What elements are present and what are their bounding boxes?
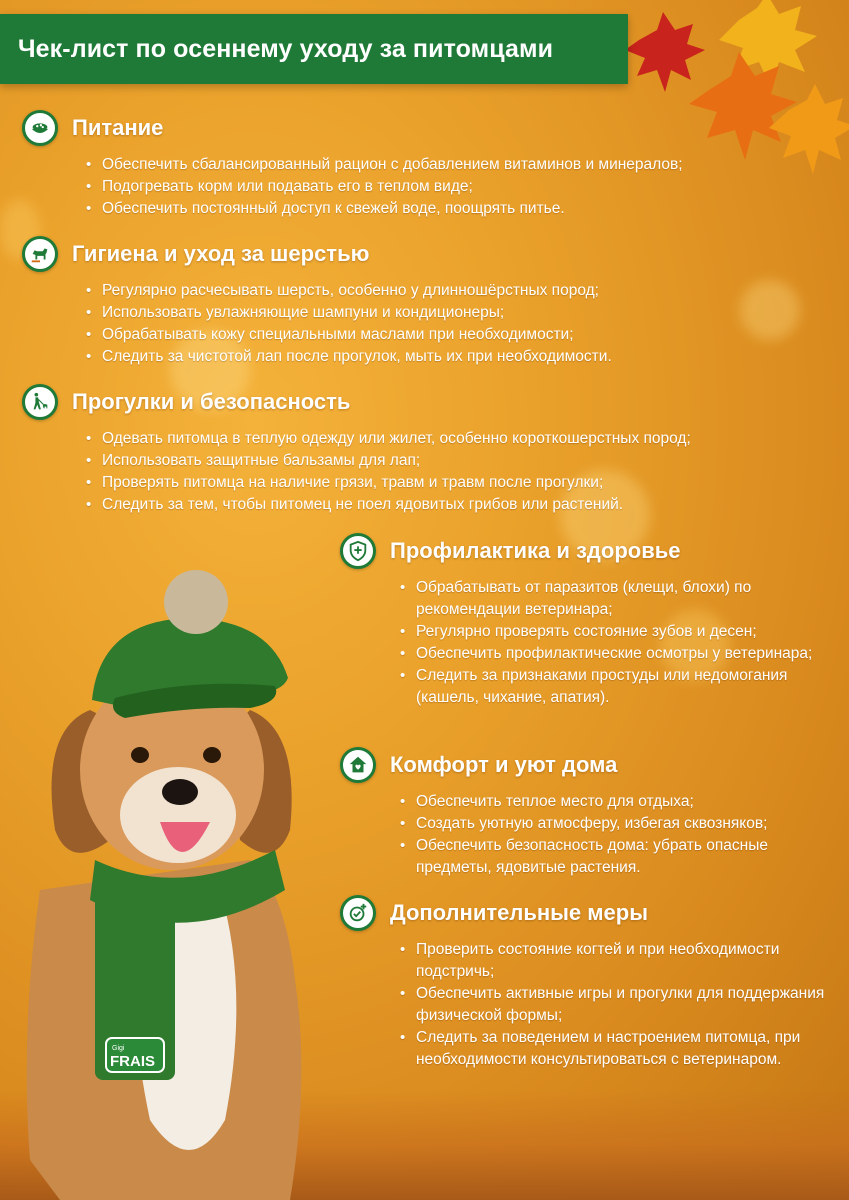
section-header	[340, 531, 840, 571]
section-header	[22, 234, 802, 274]
maple-leaf-icon	[625, 12, 705, 92]
section-header	[22, 382, 812, 422]
list-item: • Обеспечить безопасность дома: убрать опасные предметы, ядовитые растения.	[398, 835, 830, 879]
list-item: • Использовать защитные бальзамы для лап;	[84, 450, 812, 472]
list-item: • Следить за чистотой лап после прогулок, мыть их при необходимости.	[84, 346, 802, 368]
section-title: Прогулки и безопасность	[72, 389, 351, 414]
page-title: Чек-лист по осеннему уходу за питомцами	[18, 34, 554, 63]
list-item: • Регулярно расчесывать шерсть, особенно у длинношёрстных пород;	[84, 280, 802, 302]
dog-grooming-icon	[22, 236, 58, 272]
dog-eye-left	[131, 747, 149, 763]
list-item: • Создать уютную атмосферу, избегая сквозняков;	[398, 813, 830, 835]
list-item: • Обеспечить профилактические осмотры у ветеринара;	[398, 643, 830, 665]
list-item: • Следить за тем, чтобы питомец не поел ядовитых грибов или растений.	[84, 494, 812, 516]
dog-walking-icon	[22, 384, 58, 420]
section-prevention	[340, 531, 840, 709]
list-item: • Обрабатывать кожу специальными маслами при необходимости;	[84, 324, 802, 346]
checklist	[398, 939, 830, 1071]
checklist	[84, 428, 812, 516]
list-item: • Обеспечить активные игры и прогулки для поддержания физической формы;	[398, 983, 830, 1027]
checklist	[84, 280, 802, 368]
list-item: • Следить за поведением и настроением питомца, при необходимости консультироваться с ветеринаром.	[398, 1027, 830, 1071]
checklist	[398, 791, 830, 879]
section-comfort	[340, 745, 840, 879]
section-title: Дополнительные меры	[390, 900, 649, 925]
brand-name: FRAIS	[110, 1053, 155, 1070]
home-heart-icon	[340, 747, 376, 783]
shield-cross-icon	[340, 533, 376, 569]
list-item: • Проверять питомца на наличие грязи, травм и травм после прогулки;	[84, 472, 812, 494]
header-banner	[0, 14, 628, 84]
section-header	[340, 745, 840, 785]
list-item: • Регулярно проверять состояние зубов и десен;	[398, 621, 830, 643]
brand-small: Gigi	[112, 1045, 125, 1052]
dog-in-hat-scarf-illustration	[0, 560, 330, 1200]
check-plus-icon	[340, 895, 376, 931]
dog-nose	[162, 779, 198, 805]
list-item: • Использовать увлажняющие шампуни и кондиционеры;	[84, 302, 802, 324]
section-title: Гигиена и уход за шерстью	[72, 241, 370, 266]
dog-eye-right	[203, 747, 221, 763]
list-item: • Одевать питомца в теплую одежду или жилет, особенно короткошерстных пород;	[84, 428, 812, 450]
hat-pompom	[164, 570, 228, 634]
checklist	[398, 577, 830, 709]
checklist	[84, 154, 802, 220]
section-title: Питание	[72, 115, 164, 140]
list-item: • Обеспечить теплое место для отдыха;	[398, 791, 830, 813]
section-title: Профилактика и здоровье	[390, 538, 681, 563]
section-hygiene	[22, 234, 802, 368]
list-item: • Следить за признаками простуды или недомогания (кашель, чихание, апатия).	[398, 665, 830, 709]
list-item: • Обеспечить сбалансированный рацион с добавлением витаминов и минералов;	[84, 154, 802, 176]
section-header	[340, 893, 840, 933]
list-item: • Обеспечить постоянный доступ к свежей воде, поощрять питье.	[84, 198, 802, 220]
section-extra	[340, 893, 840, 1071]
pet-food-bowl-icon	[22, 110, 58, 146]
list-item: • Обрабатывать от паразитов (клещи, блохи) по рекомендации ветеринара;	[398, 577, 830, 621]
section-header	[22, 108, 802, 148]
list-item: • Подогревать корм или подавать его в теплом виде;	[84, 176, 802, 198]
section-walks	[22, 382, 812, 516]
section-title: Комфорт и уют дома	[390, 752, 618, 777]
section-nutrition	[22, 108, 802, 220]
list-item: • Проверить состояние когтей и при необходимости подстричь;	[398, 939, 830, 983]
